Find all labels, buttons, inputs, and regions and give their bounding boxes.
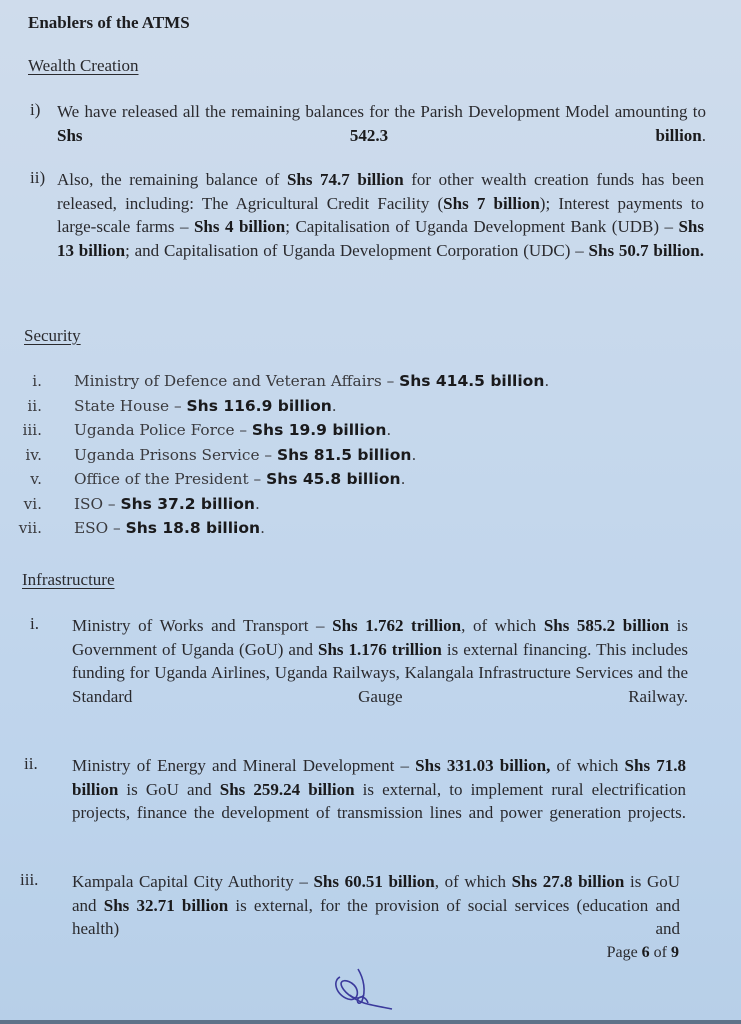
amount: Shs 542.3 billion	[57, 125, 702, 145]
list-number: ii.	[27, 396, 42, 415]
security-item-text: Uganda Police Force – Shs 19.9 billion.	[74, 421, 392, 439]
security-list	[0, 372, 741, 547]
list-number: ii.	[24, 754, 38, 773]
bottom-edge	[0, 1020, 741, 1024]
amount: Shs 19.9 billion	[251, 421, 387, 439]
security-item-text: Ministry of Defence and Veteran Affairs – Shs 414.5 billion.	[74, 372, 550, 390]
text: is external, for the provision of social services (education and health) and	[72, 895, 680, 938]
list-number: iii.	[22, 421, 42, 439]
text: Also, the remaining balance of	[57, 170, 287, 189]
wealth-item-1	[57, 100, 706, 171]
section-heading-wealth-creation: Wealth Creation	[28, 56, 139, 75]
text: ); Interest payments to large-scale farms –	[57, 193, 704, 236]
security-item-text: ESO – Shs 18.8 billion.	[74, 519, 265, 537]
list-number: vii.	[18, 519, 42, 537]
amount: Shs 414.5 billion	[399, 372, 545, 390]
text: .	[701, 125, 706, 145]
amount: Shs 7 billion	[443, 193, 540, 213]
infrastructure-item-1	[72, 614, 688, 732]
amount: Shs 50.7 billion.	[588, 240, 704, 260]
security-item-text: Office of the President – Shs 45.8 billion.	[74, 470, 406, 488]
document-title: Enablers of the ATMS	[28, 13, 190, 32]
amount: Shs 45.8 billion	[266, 470, 401, 488]
amount: Shs 1.762 trillion	[332, 616, 462, 635]
amount: Shs 13 billion	[57, 217, 704, 260]
text: is GoU and	[118, 779, 220, 799]
infrastructure-item-2	[72, 754, 686, 848]
infrastructure-item-3	[72, 870, 680, 942]
amount: Shs 259.24 billion	[219, 779, 355, 799]
section-heading-infrastructure: Infrastructure	[22, 570, 115, 589]
text: of which	[550, 756, 625, 775]
text: We have released all the remaining balances for the Parish Development Model amounting to	[57, 102, 706, 121]
amount: Shs 331.03 billion,	[415, 756, 551, 775]
amount: Shs 116.9 billion	[186, 396, 332, 415]
text: is Government of Uganda (GoU) and	[72, 616, 688, 659]
text: for other wealth creation funds has been released, including: The Agricultural Credit Facility (	[57, 170, 705, 213]
amount: Shs 585.2 billion	[543, 616, 670, 635]
list-number: iii.	[20, 870, 39, 889]
section-heading-security: Security	[24, 326, 81, 345]
text: Kampala Capital City Authority –	[72, 872, 314, 891]
amount: Shs 81.5 billion	[276, 445, 412, 464]
page-number: Page 6 of 9	[606, 944, 679, 961]
list-number: vi.	[23, 494, 42, 513]
text: is external, to implement rural electrification projects, finance the development of transmission lines and power generation projects.	[72, 779, 686, 822]
text: , of which	[461, 616, 544, 635]
list-number: v.	[30, 470, 42, 488]
amount: Shs 74.7 billion	[286, 170, 404, 189]
security-item-text: State House – Shs 116.9 billion.	[74, 396, 337, 415]
text: is GoU and	[72, 872, 680, 915]
text: ; Capitalisation of Uganda Development Bank (UDB) –	[285, 217, 679, 236]
text: ; and Capitalisation of Uganda Development Corporation (UDC) –	[125, 240, 589, 260]
amount: Shs 18.8 billion	[125, 519, 261, 537]
list-number: ii)	[30, 168, 46, 187]
text: , of which	[434, 872, 512, 891]
text: Ministry of Works and Transport –	[72, 616, 333, 635]
text: is external financing. This includes funding for Uganda Airlines, Uganda Railways, Kalangala Infrastructure Services and the Standard Gauge Railway.	[72, 639, 688, 706]
list-number: iv.	[25, 445, 42, 464]
amount: Shs 37.2 billion	[120, 494, 255, 513]
amount: Shs 32.71 billion	[103, 895, 229, 915]
amount: Shs 1.176 trillion	[317, 639, 442, 659]
amount: Shs 4 billion	[193, 217, 286, 236]
list-number: i.	[30, 614, 39, 633]
wealth-item-2	[57, 168, 704, 286]
amount: Shs 71.8 billion	[72, 756, 686, 799]
security-item-text: Uganda Prisons Service – Shs 81.5 billion.	[74, 445, 417, 464]
amount: Shs 60.51 billion	[313, 872, 435, 891]
amount: Shs 27.8 billion	[511, 872, 625, 891]
security-item-text: ISO – Shs 37.2 billion.	[74, 494, 260, 513]
text: Ministry of Energy and Mineral Development –	[72, 756, 416, 775]
signature-icon	[330, 965, 400, 1015]
list-number: i)	[30, 100, 41, 119]
list-number: i.	[32, 372, 42, 390]
